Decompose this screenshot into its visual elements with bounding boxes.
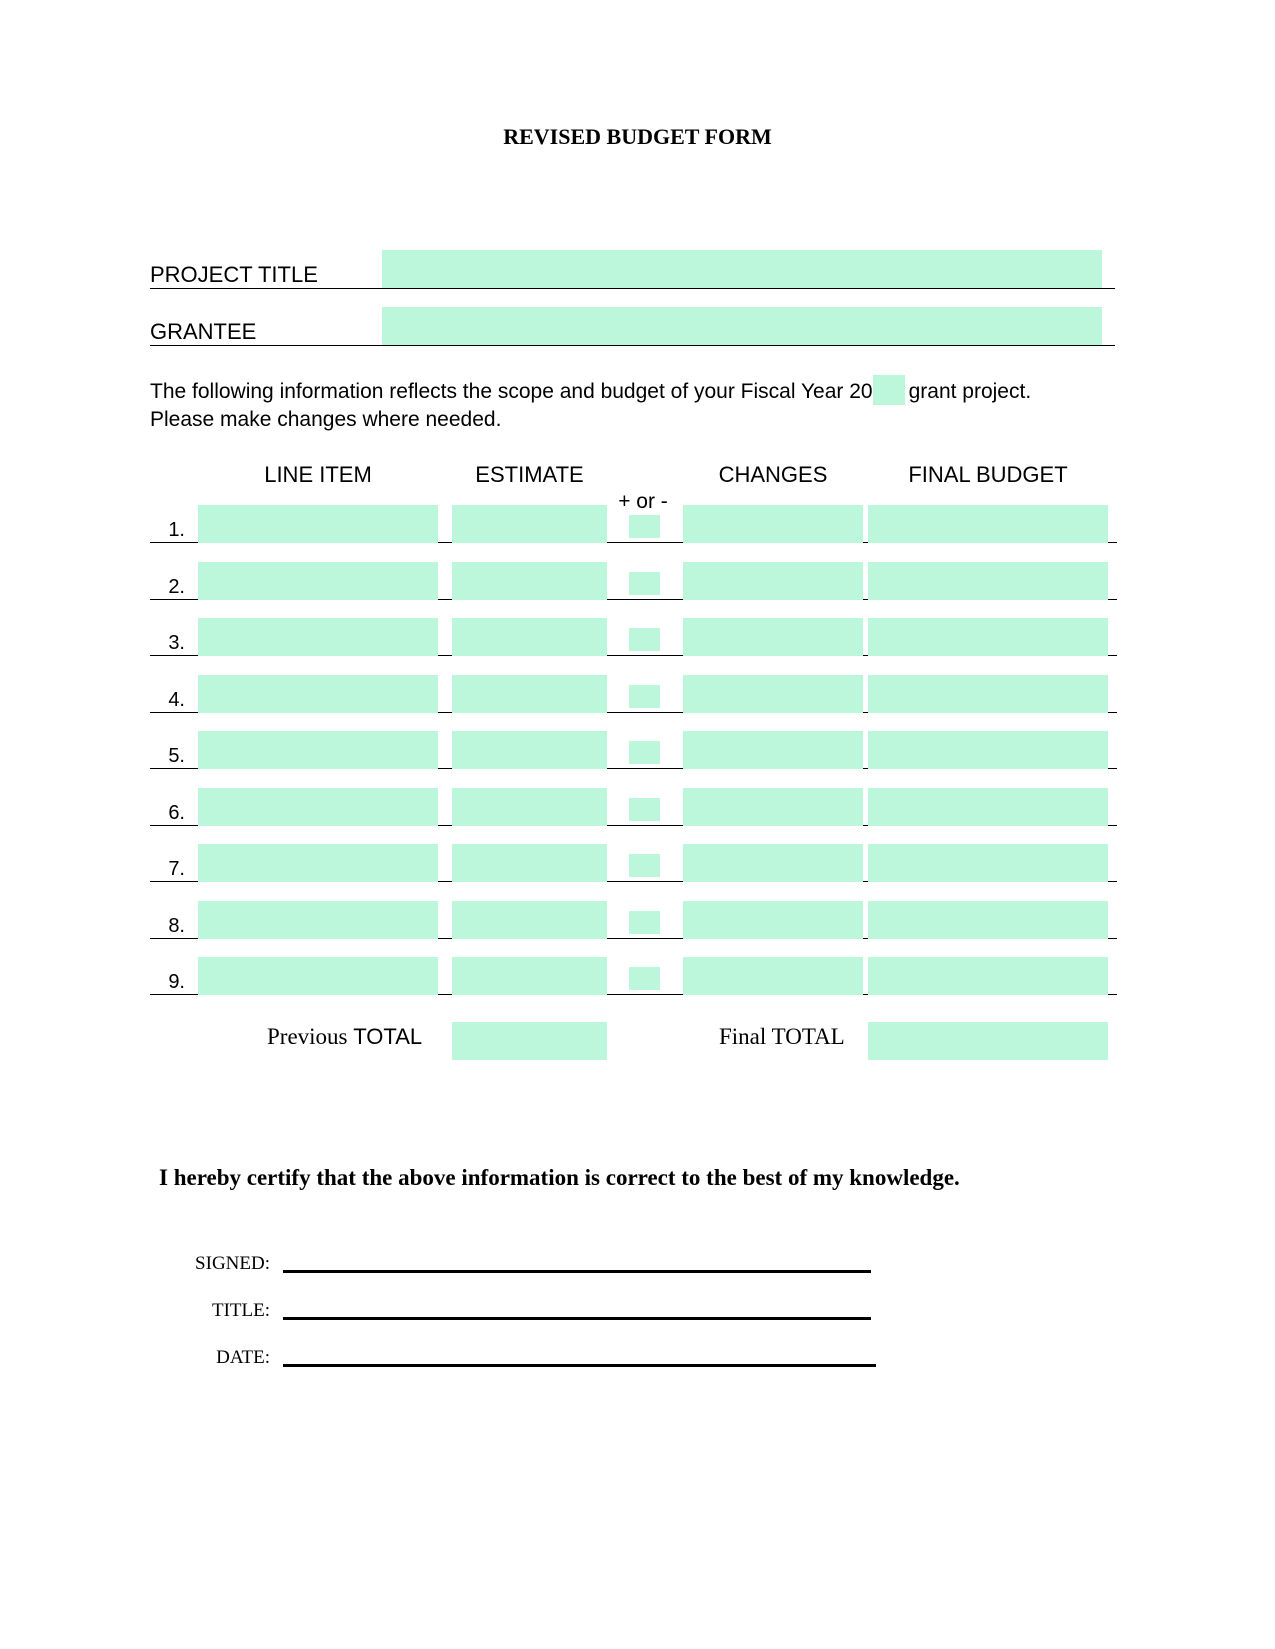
- final-budget-field[interactable]: [868, 731, 1108, 769]
- estimate-field[interactable]: [452, 505, 607, 543]
- final-total-label: [719, 1024, 845, 1050]
- row-number: 6.: [168, 802, 185, 824]
- final-budget-field[interactable]: [868, 675, 1108, 713]
- final-total-field[interactable]: [868, 1022, 1108, 1060]
- header-final-budget: FINAL BUDGET: [908, 462, 1068, 487]
- changes-field[interactable]: [683, 957, 863, 995]
- estimate-field[interactable]: [452, 957, 607, 995]
- line-item-field[interactable]: [198, 562, 438, 600]
- header-estimate: ESTIMATE: [475, 462, 584, 487]
- row-number: 5.: [168, 745, 185, 767]
- estimate-field[interactable]: [452, 562, 607, 600]
- row-number: 1.: [168, 519, 185, 541]
- certification-statement: I hereby certify that the above information is correct to the best of my knowledge.: [159, 1165, 960, 1190]
- grantee-underline: [150, 345, 1115, 346]
- grantee-label: GRANTEE: [150, 319, 257, 344]
- signed-label: SIGNED:: [195, 1253, 270, 1274]
- final-budget-field[interactable]: [868, 844, 1108, 882]
- sign-field[interactable]: [629, 741, 660, 764]
- header-line-item: LINE ITEM: [264, 462, 372, 487]
- date-label: DATE:: [216, 1347, 270, 1368]
- row-number: 3.: [168, 632, 185, 654]
- changes-field[interactable]: [683, 505, 863, 543]
- changes-field[interactable]: [683, 618, 863, 656]
- project-title-label: PROJECT TITLE: [150, 262, 318, 287]
- changes-field[interactable]: [683, 901, 863, 939]
- line-item-field[interactable]: [198, 505, 438, 543]
- title-label: TITLE:: [211, 1300, 270, 1321]
- line-item-field[interactable]: [198, 957, 438, 995]
- changes-field[interactable]: [683, 562, 863, 600]
- title-line[interactable]: [283, 1317, 871, 1320]
- estimate-field[interactable]: [452, 675, 607, 713]
- final-total-label-b: TOTAL: [771, 1024, 845, 1049]
- line-item-field[interactable]: [198, 788, 438, 826]
- grantee-field[interactable]: [382, 307, 1102, 345]
- estimate-field[interactable]: [452, 618, 607, 656]
- date-line[interactable]: [283, 1364, 876, 1367]
- previous-total-field[interactable]: [452, 1022, 607, 1060]
- row-number: 7.: [168, 858, 185, 880]
- sign-field[interactable]: [629, 967, 660, 990]
- signed-line[interactable]: [283, 1270, 871, 1273]
- final-budget-field[interactable]: [868, 562, 1108, 600]
- changes-field[interactable]: [683, 788, 863, 826]
- previous-total-label-a: Previous: [267, 1024, 354, 1049]
- previous-total-label: [267, 1024, 422, 1050]
- final-budget-field[interactable]: [868, 505, 1108, 543]
- header-changes: CHANGES: [718, 462, 828, 487]
- final-budget-field[interactable]: [868, 957, 1108, 995]
- line-item-field[interactable]: [198, 675, 438, 713]
- form-title: REVISED BUDGET FORM: [503, 124, 772, 149]
- line-item-field[interactable]: [198, 731, 438, 769]
- intro-line2: Please make changes where needed.: [150, 408, 502, 431]
- final-budget-field[interactable]: [868, 788, 1108, 826]
- row-number: 8.: [168, 915, 185, 937]
- previous-total-label-b: TOTAL: [353, 1024, 423, 1049]
- project-title-field[interactable]: [382, 250, 1102, 288]
- estimate-field[interactable]: [452, 844, 607, 882]
- intro-paragraph: [150, 375, 1031, 434]
- line-item-field[interactable]: [198, 844, 438, 882]
- row-number: 4.: [168, 689, 185, 711]
- sign-field[interactable]: [629, 911, 660, 934]
- row-number: 2.: [168, 576, 185, 598]
- intro-line1-before: The following information reflects the scope and budget of your Fiscal Year 20: [150, 380, 873, 403]
- project-title-underline: [150, 288, 1115, 289]
- changes-field[interactable]: [683, 731, 863, 769]
- final-budget-field[interactable]: [868, 618, 1108, 656]
- final-total-label-a: Final: [719, 1024, 772, 1049]
- estimate-field[interactable]: [452, 731, 607, 769]
- changes-field[interactable]: [683, 844, 863, 882]
- sign-field[interactable]: [629, 854, 660, 877]
- sign-field[interactable]: [629, 628, 660, 651]
- line-item-field[interactable]: [198, 618, 438, 656]
- changes-field[interactable]: [683, 675, 863, 713]
- estimate-field[interactable]: [452, 788, 607, 826]
- estimate-field[interactable]: [452, 901, 607, 939]
- intro-line1-after: grant project.: [908, 380, 1032, 403]
- sign-field[interactable]: [629, 572, 660, 595]
- header-sign: + or -: [618, 490, 668, 513]
- sign-field[interactable]: [629, 685, 660, 708]
- final-budget-field[interactable]: [868, 901, 1108, 939]
- row-number: 9.: [168, 971, 185, 993]
- sign-field[interactable]: [629, 798, 660, 821]
- sign-field[interactable]: [629, 515, 660, 538]
- line-item-field[interactable]: [198, 901, 438, 939]
- fiscal-year-field[interactable]: [873, 375, 905, 405]
